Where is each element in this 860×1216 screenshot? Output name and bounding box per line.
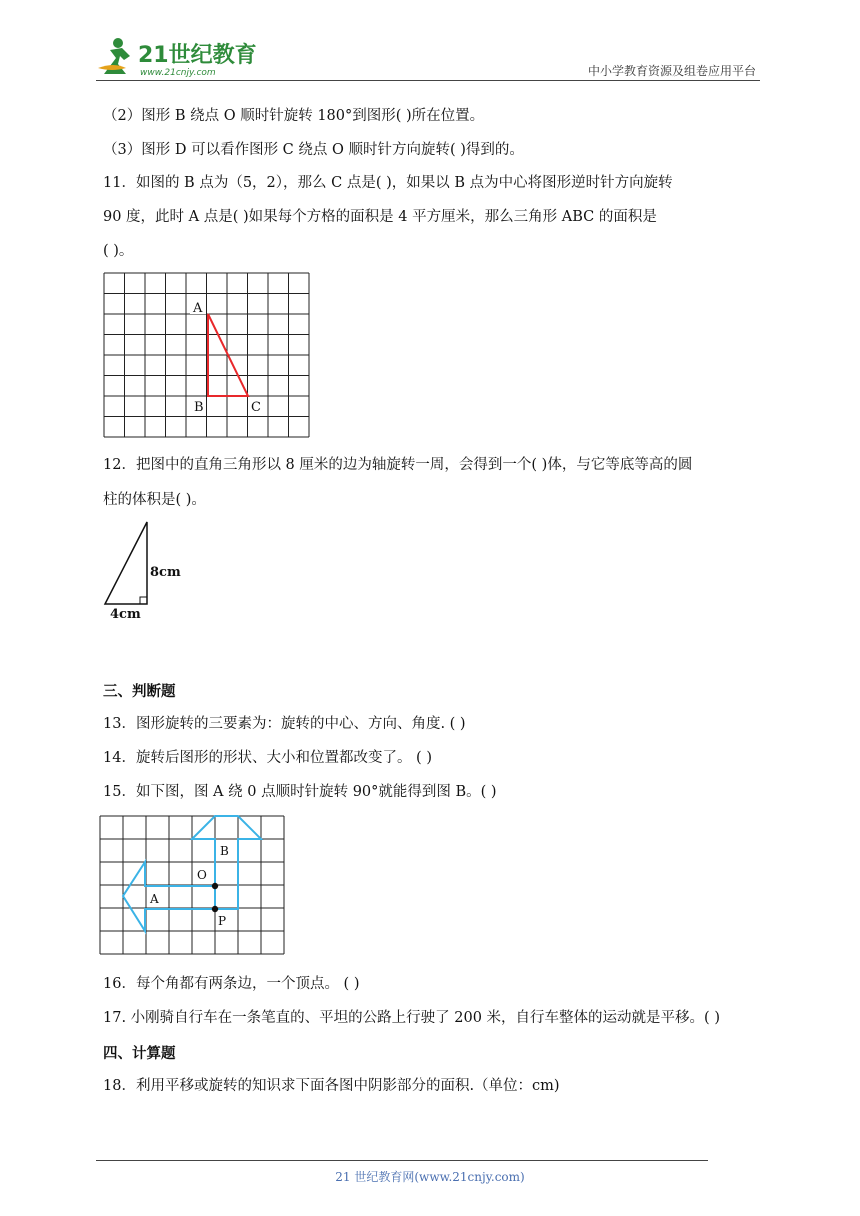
- height-label: 8cm: [150, 565, 181, 580]
- section-4-title: 四、计算题: [103, 1046, 176, 1062]
- label-b: B: [194, 400, 204, 415]
- footer-divider: [96, 1160, 708, 1161]
- base-label: 4cm: [110, 607, 141, 622]
- point-o: [212, 883, 218, 889]
- question-15: 15．如下图，图 A 绕 0 点顺时针旋转 90°就能得到图 B。( ): [103, 784, 497, 800]
- label-b: B: [220, 844, 229, 858]
- question-11-line-3: ( )。: [103, 243, 134, 259]
- question-18: 18．利用平移或旋转的知识求下面各图中阴影部分的面积.（单位：cm): [103, 1078, 560, 1094]
- question-11-line-2: 90 度，此时 A 点是( )如果每个方格的面积是 4 平方厘米，那么三角形 ABC 的面积是: [103, 209, 657, 225]
- figure-12-triangle: [100, 520, 190, 625]
- header-platform-text: 中小学教育资源及组卷应用平台: [587, 64, 756, 78]
- question-12-line-2: 柱的体积是( )。: [103, 492, 206, 508]
- question-13: 13．图形旋转的三要素为：旋转的中心、方向、角度. ( ): [103, 716, 466, 732]
- point-p: [212, 906, 218, 912]
- header-divider: [96, 80, 760, 81]
- label-c: C: [251, 400, 261, 415]
- figure-11-grid: [103, 271, 313, 441]
- label-a: A: [150, 892, 159, 906]
- question-10-2: （2）图形 B 绕点 O 顺时针旋转 180°到图形( )所在位置。: [103, 108, 485, 124]
- label-o: O: [197, 868, 207, 882]
- site-logo: [96, 34, 266, 78]
- logo-url: www.21cnjy.com: [140, 68, 216, 78]
- footer-text: 21 世纪教育网(www.21cnjy.com): [335, 1170, 525, 1184]
- logo-text: 21世纪教育: [138, 43, 257, 68]
- section-3-title: 三、判断题: [103, 684, 176, 700]
- figure-15-grid: [99, 815, 285, 957]
- label-a: A: [193, 301, 203, 316]
- question-11-line-1: 11．如图的 B 点为（5，2），那么 C 点是( )，如果以 B 点为中心将图形逆时针方向旋转: [103, 175, 673, 191]
- question-17: 17. 小刚骑自行车在一条笔直的、平坦的公路上行驶了 200 米，自行车整体的运动就是平移。( ): [103, 1010, 720, 1026]
- question-10-3: （3）图形 D 可以看作图形 C 绕点 O 顺时针方向旋转( )得到的。: [103, 142, 524, 158]
- question-16: 16．每个角都有两条边，一个顶点。 ( ): [103, 976, 360, 992]
- label-p: P: [218, 914, 227, 928]
- question-12-line-1: 12．把图中的直角三角形以 8 厘米的边为轴旋转一周，会得到一个( )体，与它等底等高的圆: [103, 457, 693, 473]
- question-14: 14．旋转后图形的形状、大小和位置都改变了。 ( ): [103, 750, 432, 766]
